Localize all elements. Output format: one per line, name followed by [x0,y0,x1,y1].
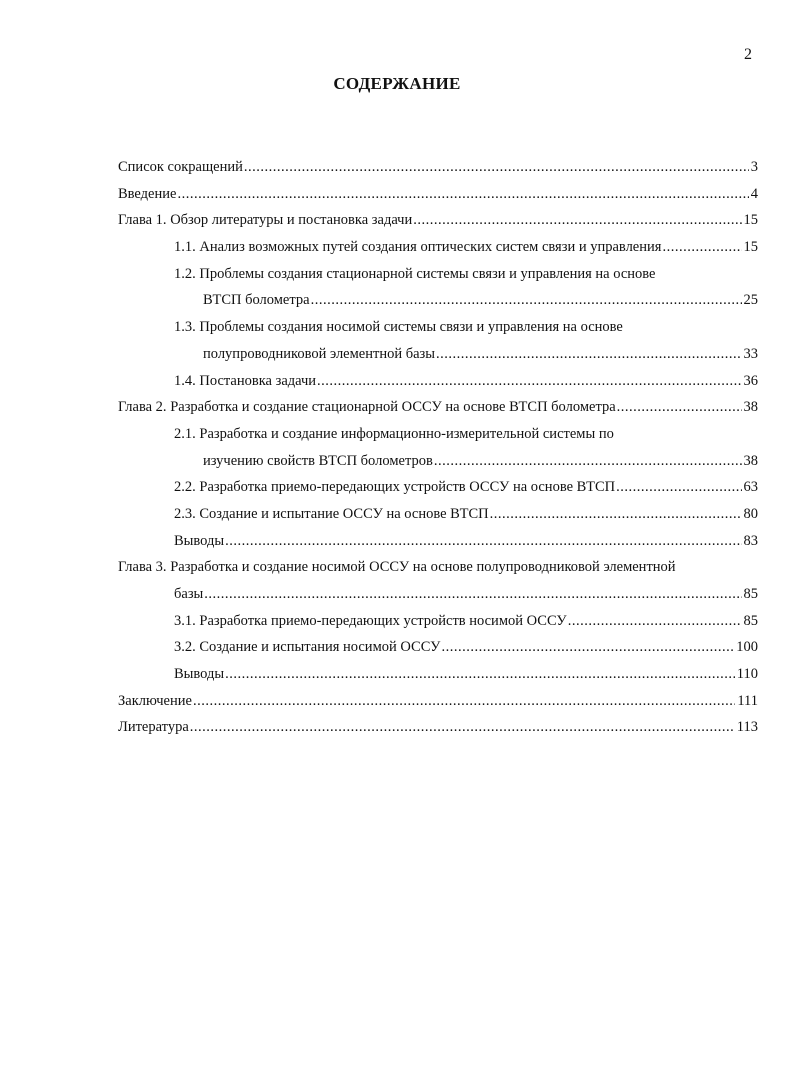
leader-dots [413,207,741,234]
toc-entry-text: 1.2. Проблемы создания стационарной системы связи и управления на основе [174,265,656,282]
leader-dots [434,448,742,475]
toc-entry-chapter-3[interactable] [118,554,758,581]
leader-dots [662,234,741,261]
toc-entry-section-1-1[interactable] [118,234,758,261]
chapter-prefix: Глава 3. [118,559,167,576]
toc-entry-introduction[interactable] [118,181,758,208]
toc-page-number: 80 [743,505,758,522]
toc-page-number: 38 [743,452,758,469]
toc-page-number: 38 [743,399,758,416]
toc-entry-section-2-1-cont[interactable] [118,448,758,475]
toc-entry-conclusions-2[interactable] [118,528,758,555]
toc-page-number: 85 [743,612,758,629]
toc-entry-chapter-1[interactable] [118,207,758,234]
toc-entry-section-1-3-cont[interactable] [118,341,758,368]
leader-dots [490,501,742,528]
toc-entry-text: ВТСП болометра [203,292,310,309]
toc-page-number: 100 [736,639,758,656]
toc-page-number: 15 [743,239,758,256]
toc-entry-section-2-1[interactable] [118,421,758,448]
leader-dots [193,688,735,715]
leader-dots [204,581,741,608]
table-of-contents [118,154,758,741]
toc-entry-text: Разработка и создание носимой ОССУ на основе полупроводниковой элементной [170,559,676,576]
toc-entry-text: Введение [118,185,177,202]
toc-entry-section-2-2[interactable] [118,474,758,501]
toc-entry-abbreviations[interactable] [118,154,758,181]
toc-entry-text: Выводы [174,532,225,549]
page-title: СОДЕРЖАНИЕ [333,74,461,93]
toc-entry-text: 2.1. Разработка и создание информационно-измерительной системы по [174,425,614,442]
toc-entry-text: изучению свойств ВТСП болометров [203,452,433,469]
leader-dots [225,661,735,688]
leader-dots [317,368,741,395]
page-number: 2 [744,46,752,63]
toc-entry-text: полупроводниковой элементной базы [203,345,435,362]
toc-entry-text: 3.2. Создание и испытания носимой ОССУ [174,639,441,656]
chapter-prefix: Глава 2. [118,399,167,416]
toc-page-number: 15 [743,212,758,229]
toc-entry-conclusions-3[interactable] [118,661,758,688]
toc-page-number: 33 [743,345,758,362]
toc-entry-text: 2.3. Создание и испытание ОССУ на основе ВТСП [174,505,489,522]
toc-entry-text: базы [174,586,204,602]
toc-page-number: 63 [743,479,758,496]
toc-entry-section-1-2[interactable] [118,261,758,288]
toc-entry-chapter-3-cont[interactable] [118,581,758,608]
toc-page-number: 83 [743,532,758,549]
toc-page-number: 85 [743,586,758,602]
toc-page-number: 3 [750,159,758,175]
leader-dots [244,154,749,181]
toc-page-number: 36 [743,372,758,389]
toc-page-number: 113 [736,719,758,736]
toc-entry-conclusion[interactable] [118,688,758,715]
toc-entry-literature[interactable] [118,714,758,741]
toc-entry-text: Обзор литературы и постановка задачи [170,212,413,229]
leader-dots [311,287,742,314]
toc-entry-section-3-1[interactable] [118,608,758,635]
toc-entry-text: 3.1. Разработка приемо-передающих устройств носимой ОССУ [174,612,567,629]
toc-page-number: 111 [737,692,758,709]
toc-entry-text: 2.2. Разработка приемо-передающих устройств ОССУ на основе ВТСП [174,479,616,496]
toc-entry-text: 1.3. Проблемы создания носимой системы связи и управления на основе [174,319,623,336]
leader-dots [568,608,742,635]
toc-entry-section-1-3[interactable] [118,314,758,341]
leader-dots [441,634,734,661]
toc-entry-text: Разработка и создание стационарной ОССУ на основе ВТСП болометра [170,399,616,416]
toc-entry-chapter-2[interactable] [118,394,758,421]
toc-entry-section-1-4[interactable] [118,368,758,395]
toc-entry-text: 1.1. Анализ возможных путей создания оптических систем связи и управления [174,239,662,256]
leader-dots [177,181,748,208]
toc-entry-text: Литература [118,719,189,736]
leader-dots [616,474,741,501]
toc-page-number: 4 [750,185,758,202]
toc-entry-text: Заключение [118,692,192,709]
toc-entry-section-1-2-cont[interactable] [118,287,758,314]
toc-entry-section-3-2[interactable] [118,634,758,661]
toc-entry-text: 1.4. Постановка задачи [174,372,317,389]
leader-dots [617,394,742,421]
leader-dots [225,528,741,555]
toc-entry-text: Список сокращений [118,159,243,175]
toc-entry-section-2-3[interactable] [118,501,758,528]
leader-dots [436,341,742,368]
toc-page-number: 110 [736,666,758,683]
toc-entry-text: Выводы [174,666,225,683]
chapter-prefix: Глава 1. [118,212,167,229]
toc-page-number: 25 [743,292,758,309]
leader-dots [190,714,735,741]
